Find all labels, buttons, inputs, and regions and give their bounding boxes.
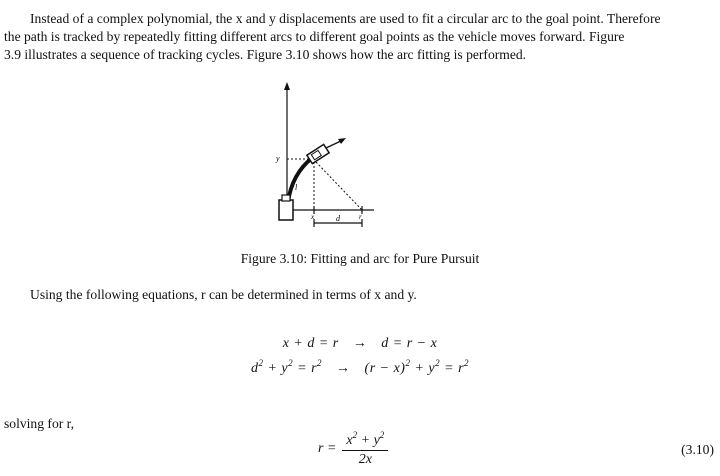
equation-line-2: [240, 358, 480, 377]
eq1-left: x + d = r: [282, 336, 339, 351]
final-denominator: 2x: [358, 452, 372, 467]
label-y: y: [276, 154, 280, 163]
vehicle-start-box: [279, 200, 293, 220]
final-fraction: [342, 430, 388, 468]
eq2-arrow: →: [336, 361, 351, 376]
eq1-arrow: →: [352, 336, 368, 351]
label-r: r: [359, 213, 362, 221]
solving-text: solving for r,: [4, 416, 75, 431]
text-line: the path is tracked by repeatedly fitting different arcs to different goal points as the vehicle moves forward. Figure: [4, 29, 625, 44]
radius-dotted-line: [316, 162, 362, 210]
eq2-left: $d^2 + y^2 = r^2$: [250, 358, 323, 376]
y-axis-arrowhead: [284, 82, 290, 90]
vehicle-start-cab: [282, 195, 290, 201]
equation-final: [318, 430, 388, 468]
eq1-right: d = r − x: [381, 336, 438, 351]
text-line: 3.9 illustrates a sequence of tracking cycles. Figure 3.10 shows how the arc fitting is performed.: [4, 47, 527, 62]
heading-arrowhead: [338, 138, 346, 144]
arc-path: [288, 158, 312, 202]
vehicle-goal: [307, 144, 329, 163]
figure-diagram: [262, 82, 382, 242]
equation-line-1: [240, 336, 480, 352]
final-lhs: r =: [318, 441, 337, 456]
paragraph-intro: [4, 10, 720, 28]
equation-number: (3.10): [681, 442, 714, 457]
paragraph-intro-cont: [4, 28, 714, 64]
text-line: Using the following equations, r can be determined in terms of x and y.: [30, 287, 417, 302]
paragraph-equations-intro: [4, 286, 720, 304]
pure-pursuit-figure: [262, 82, 382, 242]
label-d: d: [336, 214, 340, 223]
final-numerator: $x^2 + y^2$: [342, 430, 388, 451]
figure-caption: Figure 3.10: Fitting and arc for Pure Pursuit: [240, 251, 480, 266]
label-x: x: [311, 213, 315, 221]
text-line: Instead of a complex polynomial, the x and y displacements are used to fit a circular arc to the goal point. Therefore: [30, 11, 661, 26]
eq2-right: $(r - x)^2 + y^2 = r^2$: [364, 358, 470, 376]
label-arc: l: [295, 183, 298, 192]
